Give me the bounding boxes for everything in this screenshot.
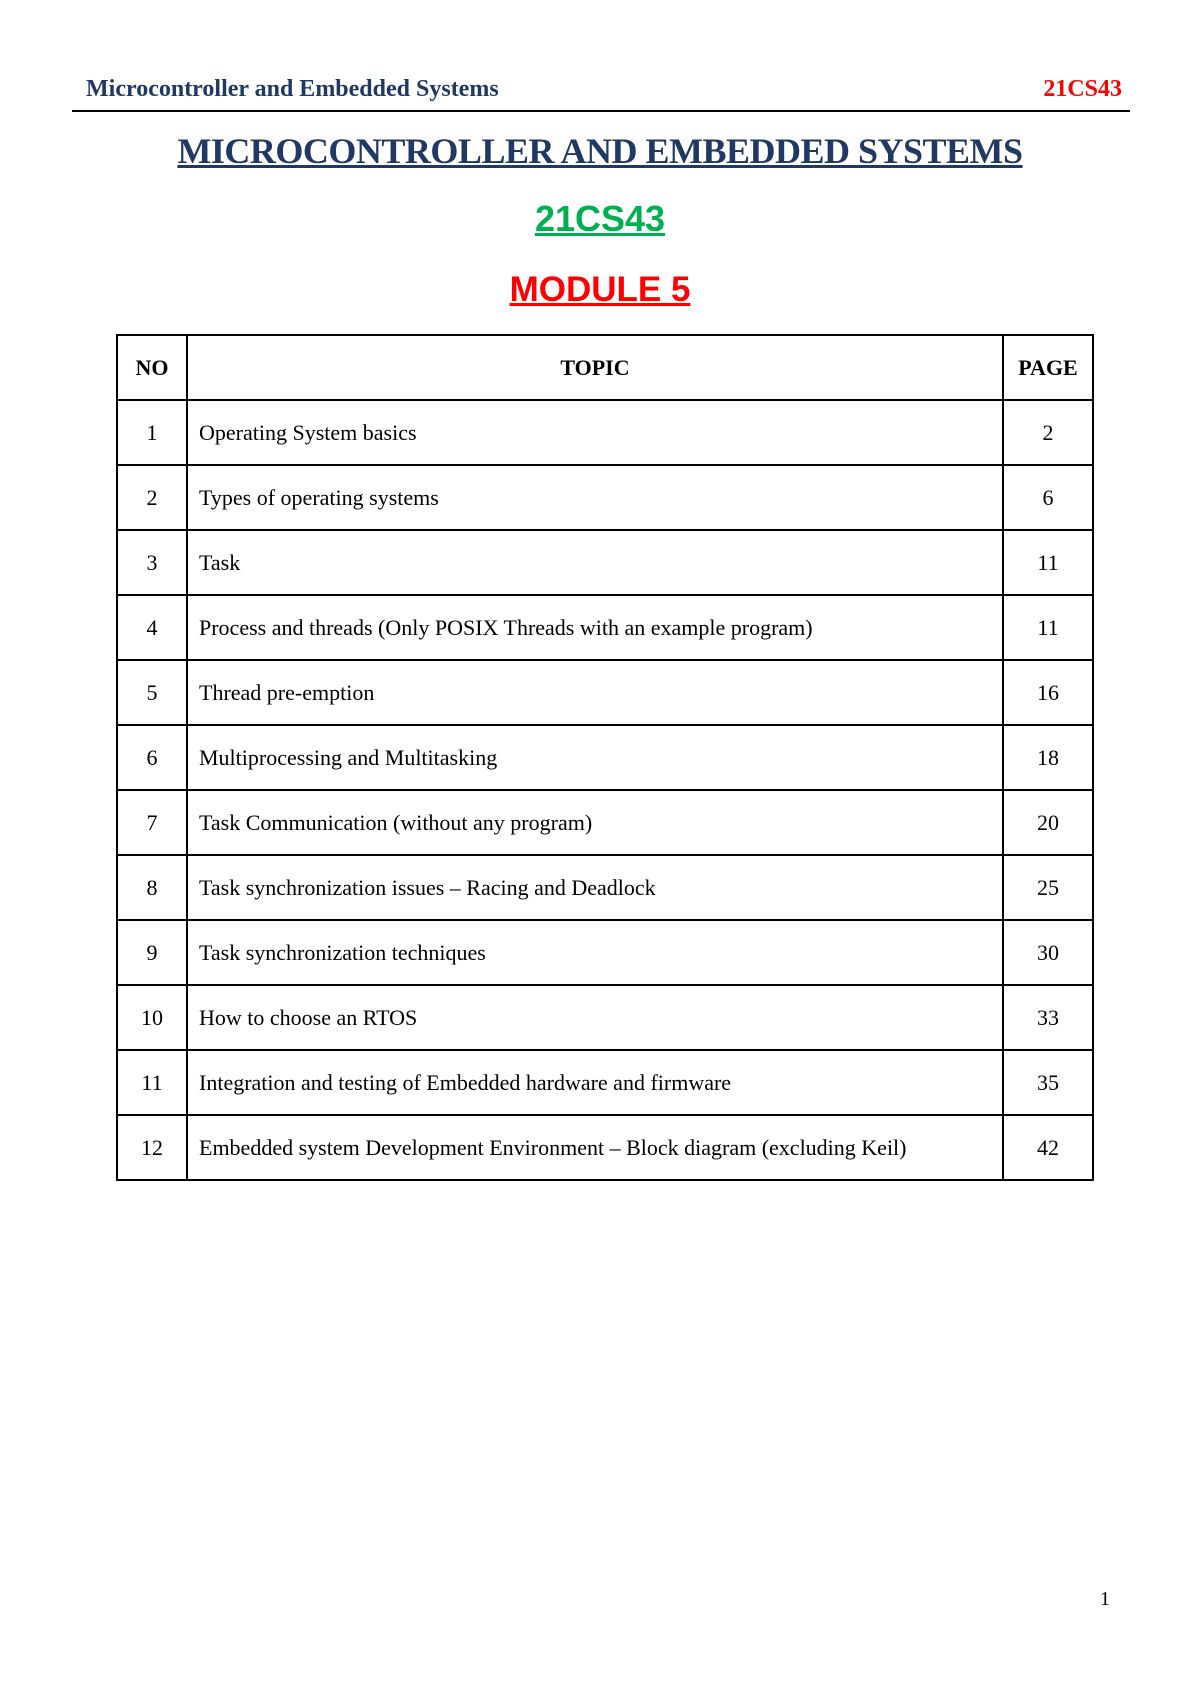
row-topic: Task synchronization issues – Racing and Deadlock	[187, 855, 1003, 920]
topics-table	[116, 334, 1094, 1181]
row-page: 25	[1003, 855, 1093, 920]
table-row	[117, 660, 1093, 725]
row-no: 12	[117, 1115, 187, 1180]
row-page: 33	[1003, 985, 1093, 1050]
row-page: 16	[1003, 660, 1093, 725]
row-no: 1	[117, 400, 187, 465]
row-no: 11	[117, 1050, 187, 1115]
row-topic: Task synchronization techniques	[187, 920, 1003, 985]
module-title: MODULE 5	[509, 270, 691, 309]
row-no: 6	[117, 725, 187, 790]
table-row	[117, 790, 1093, 855]
column-header-topic: TOPIC	[187, 335, 1003, 400]
row-page: 42	[1003, 1115, 1093, 1180]
table-row	[117, 1115, 1093, 1180]
table-row	[117, 725, 1093, 790]
header-course-title: Microcontroller and Embedded Systems	[86, 76, 499, 102]
row-no: 7	[117, 790, 187, 855]
row-topic: Operating System basics	[187, 400, 1003, 465]
table-row	[117, 1050, 1093, 1115]
row-page: 11	[1003, 595, 1093, 660]
row-page: 18	[1003, 725, 1093, 790]
row-no: 5	[117, 660, 187, 725]
row-no: 10	[117, 985, 187, 1050]
row-topic: Types of operating systems	[187, 465, 1003, 530]
row-page: 11	[1003, 530, 1093, 595]
table-row	[117, 595, 1093, 660]
row-topic: Integration and testing of Embedded hardware and firmware	[187, 1050, 1003, 1115]
row-topic: Task	[187, 530, 1003, 595]
page-number: 1	[1100, 1588, 1110, 1610]
row-page: 30	[1003, 920, 1093, 985]
table-row	[117, 400, 1093, 465]
row-topic: Multiprocessing and Multitasking	[187, 725, 1003, 790]
row-topic: Task Communication (without any program)	[187, 790, 1003, 855]
row-page: 20	[1003, 790, 1093, 855]
course-code: 21CS43	[534, 198, 666, 239]
document-title: MICROCONTROLLER AND EMBEDDED SYSTEMS	[177, 131, 1023, 171]
running-header	[72, 70, 1130, 112]
row-topic: How to choose an RTOS	[187, 985, 1003, 1050]
row-page: 2	[1003, 400, 1093, 465]
row-page: 35	[1003, 1050, 1093, 1115]
row-no: 4	[117, 595, 187, 660]
row-no: 9	[117, 920, 187, 985]
row-topic: Process and threads (Only POSIX Threads with an example program)	[187, 595, 1003, 660]
column-header-no: NO	[117, 335, 187, 400]
table-row	[117, 530, 1093, 595]
table-row	[117, 855, 1093, 920]
table-row	[117, 985, 1093, 1050]
row-topic: Thread pre-emption	[187, 660, 1003, 725]
table-header-row	[117, 335, 1093, 400]
table-row	[117, 465, 1093, 530]
row-topic: Embedded system Development Environment – Block diagram (excluding Keil)	[187, 1115, 1003, 1180]
row-page: 6	[1003, 465, 1093, 530]
row-no: 8	[117, 855, 187, 920]
row-no: 3	[117, 530, 187, 595]
row-no: 2	[117, 465, 187, 530]
column-header-page: PAGE	[1003, 335, 1093, 400]
table-row	[117, 920, 1093, 985]
header-course-code: 21CS43	[1043, 76, 1122, 102]
